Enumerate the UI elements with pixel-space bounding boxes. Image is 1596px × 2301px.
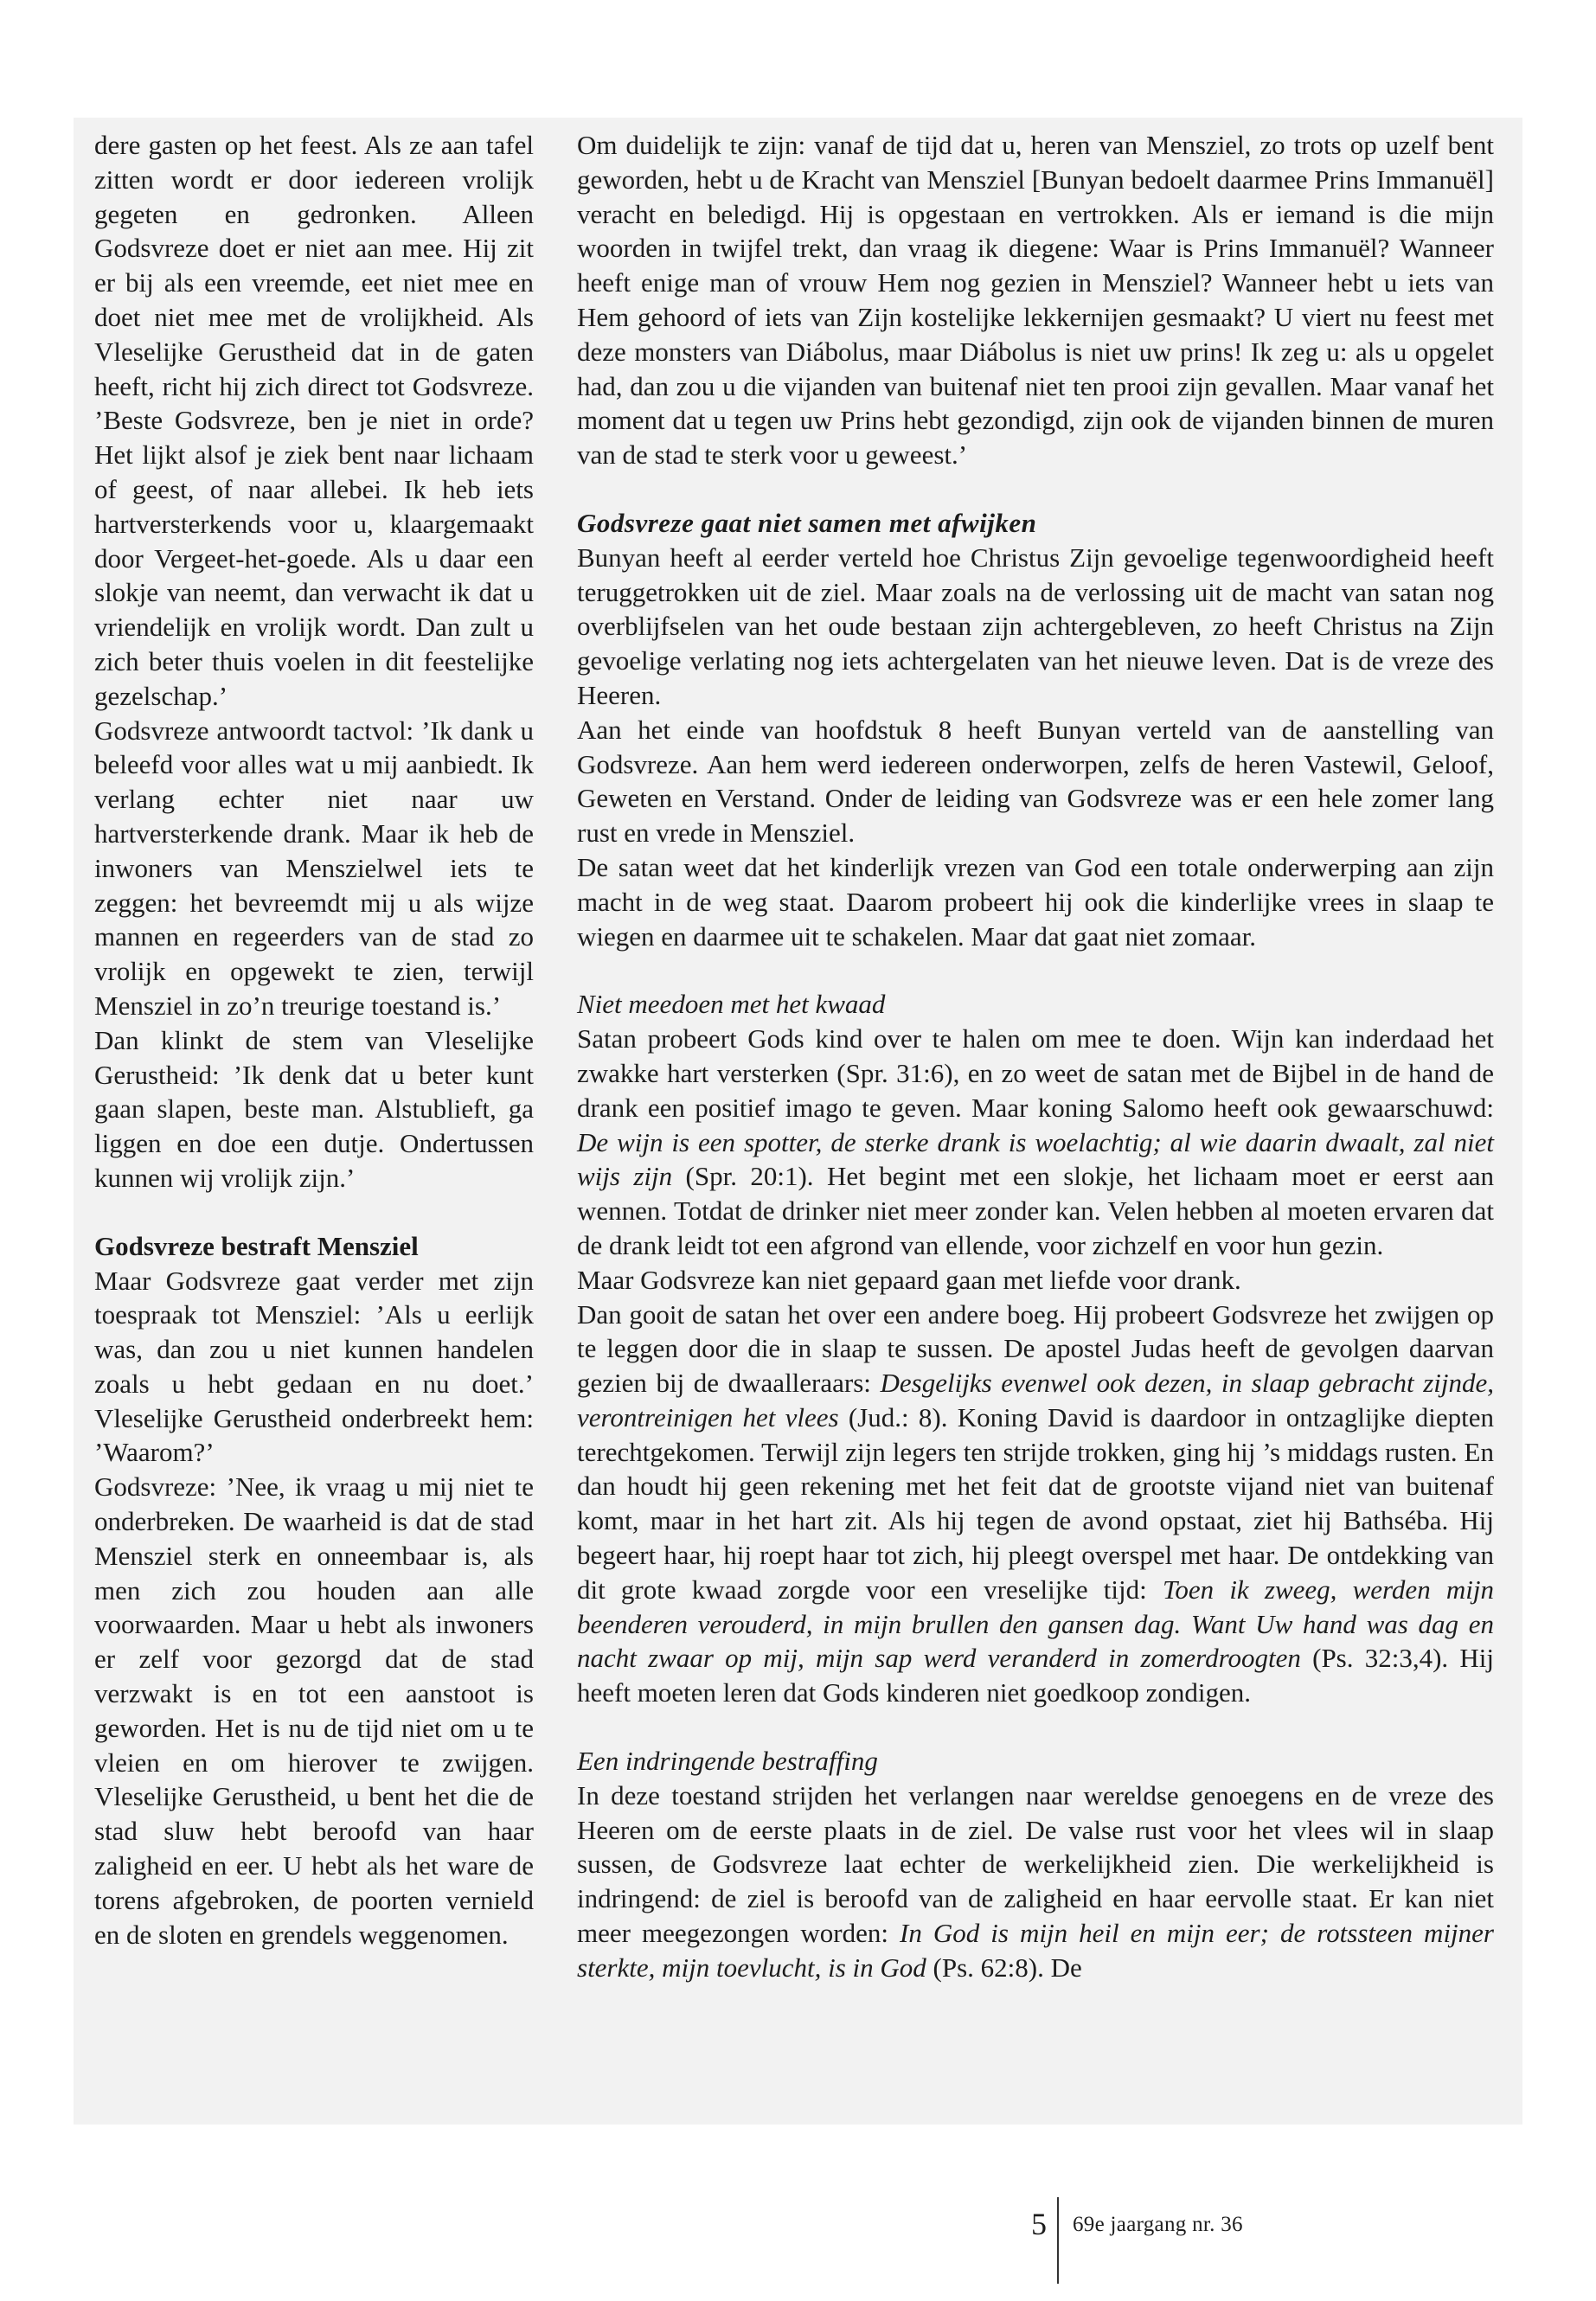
left-paragraph-2: Godsvreze antwoordt tactvol: ’Ik dank u beleefd voor alles wat u mij aanbiedt. Ik verlang echter niet naar uw hartversterkende drank. Maar ik heb de inwoners van Menszielwel iets te zeggen: het bevreemdt mij u als wijze mannen en regeerders van de stad zo vrolijk en opgewekt te zien, terwijl Mensziel in zo’n treurige toestand is.’ <box>94 715 534 1021</box>
spacer <box>577 472 1494 506</box>
text-run: (Ps. 62:8). De <box>926 1952 1082 1983</box>
right-column <box>577 128 1494 1985</box>
scripture-quote: De wijn is een spotter, de sterke drank is woelachtig; al wie daarin dwaalt, zal niet wijs zijn <box>577 1126 1494 1192</box>
scripture-quote: Desgelijks evenwel ook dezen, in slaap gebracht zijnde, verontreinigen het vlees <box>577 1368 1494 1433</box>
text-run: (Jud.: 8). Koning David is daardoor in ontzaglijke diepten terechtgekomen. Terwijl zijn legers ten strijde trokken, ging hij ’s middags rusten. En dan houdt hij geen rekening met het feit dat de grootste vijand niet van buitenaf komt, maar in het hart zit. Als hij tegen de avond opstaat, ziet hij Bathséba. Hij begeert haar, hij roept haar tot zich, hij pleegt overspel met haar. De ontdekking van dit grote kwaad zorgde voor een vreselijke tijd: <box>577 1401 1495 1605</box>
text-run: Dan gooit de satan het over een andere boeg. Hij probeert Godsvreze het zwijgen op te leggen door die in slaap te sussen. De apostel Judas heeft de gevolgen daarvan gezien bij de dwaalleraars: <box>577 1298 1494 1399</box>
section-heading-indringende-bestraffing: Een indringende bestraffing <box>577 1746 878 1777</box>
right-paragraph-7 <box>577 1298 1494 1711</box>
page-number: 5 <box>1031 2207 1047 2241</box>
left-column <box>94 128 534 1952</box>
scripture-quote: In God is mijn heil en mijn eer; de rotssteen mijner sterkte, mijn toevlucht, is in God <box>577 1918 1494 1983</box>
right-paragraph-6: Maar Godsvreze kan niet gepaard gaan met liefde voor drank. <box>577 1264 1241 1295</box>
right-paragraph-4: De satan weet dat het kinderlijk vrezen van God een totale onderwerping aan zijn macht in de weg staat. Daarom probeert hij ook die kinderlijke vrees in slaap te wiegen en daarmee uit te schakelen. Maar dat gaat niet zomaar. <box>577 851 1494 952</box>
left-paragraph-1: dere gasten op het feest. Als ze aan tafel zitten wordt er door iedereen vrolijk gegeten en gedronken. Alleen Godsvreze doet er niet aan mee. Hij zit er bij als een vreemde, eet niet mee en doet niet mee met de vrolijkheid. Als Vleselijke Gerustheid dat in de gaten heeft, richt hij zich direct tot Godsvreze. ’Beste Godsvreze, ben je niet in orde? Het lijkt alsof je ziek bent naar lichaam of geest, of naar allebei. Ik heb iets hartversterkends voor u, klaargemaakt door Vergeet-het-goede. Als u daar een slokje van neemt, dan verwacht ik dat u vriendelijk en vrolijk wordt. Dan zult u zich beter thuis voelen in dit feestelijke gezelschap.’ <box>94 130 534 711</box>
text-run: In deze toestand strijden het verlangen naar wereldse genoegens en de vreze des Heeren om de eerste plaats in de ziel. De valse rust voor het vlees wil in slaap sussen, de Godsvreze laat echter de werkelijkheid zien. Die werkelijkheid is indringend: de ziel is beroofd van de zaligheid en haar eervolle staat. Er kan niet meer meegezongen worden: <box>577 1779 1494 1949</box>
section-heading-niet-meedoen: Niet meedoen met het kwaad <box>577 989 886 1020</box>
right-paragraph-1: Om duidelijk te zijn: vanaf de tijd dat u, heren van Mensziel, zo trots op uzelf bent geworden, hebt u de Kracht van Mensziel [Bunyan bedoelt daarmee Prins Immanuël] veracht en beledigd. Hij is opgestaan en vertrokken. Als er iemand is die mijn woorden in twijfel trekt, dan vraag ik diegene: Waar is Prins Immanuël? Wanneer heeft enige man of vrouw Hem nog gezien in Mensziel? Wanneer hebt u iets van Hem gehoord of iets van Zijn kostelijke lekkernijen gesmaakt? U viert nu feest met deze monsters van Diábolus, maar Diábolus is niet uw prins! Ik zeg u: als u opgelet had, dan zou u die vijanden van buitenaf niet ten prooi zijn gevallen. Maar vanaf het moment dat u tegen uw Prins hebt gezondigd, zijn ook de vijanden binnen de muren van de stad te sterk voor u geweest.’ <box>577 130 1494 471</box>
page-footer <box>0 2197 1596 2275</box>
scripture-quote: Toen ik zweeg, werden mijn beenderen verouderd, in mijn brullen den gansen dag. Want Uw hand was dag en nacht zwaar op mij, mijn sap werd veranderd in zomerdroogten <box>577 1574 1495 1674</box>
right-paragraph-8 <box>577 1779 1494 1985</box>
section-heading-niet-samen-met-afwijken: Godsvreze gaat niet samen met afwijken <box>577 507 1037 538</box>
left-paragraph-3: Dan klinkt de stem van Vleselijke Gerustheid: ’Ik denk dat u beter kunt gaan slapen, beste man. Alstublieft, ga liggen en doe een dutje. Ondertussen kunnen wij vrolijk zijn.’ <box>94 1024 534 1193</box>
right-paragraph-5 <box>577 1022 1494 1263</box>
footer-divider <box>1057 2197 1059 2284</box>
issue-label: 69e jaargang nr. 36 <box>1073 2213 1243 2236</box>
right-paragraph-3: Aan het einde van hoofdstuk 8 heeft Bunyan verteld van de aanstelling van Godsvreze. Aan hem werd iedereen onderworpen, zelfs de heren Vastewil, Geloof, Geweten en Verstand. Onder de leiding van Godsvreze was er een hele zomer lang rust en vrede in Mensziel. <box>577 714 1494 849</box>
spacer <box>577 1710 1494 1744</box>
section-heading-godsvreze-bestraft: Godsvreze bestraft Mensziel <box>94 1230 419 1261</box>
spacer <box>94 1195 534 1229</box>
spacer <box>577 953 1494 987</box>
text-run: (Ps. 32:3,4). Hij heeft moeten leren dat Gods kinderen niet goedkoop zondigen. <box>577 1643 1494 1708</box>
text-run: (Spr. 20:1). Het begint met een slokje, het lichaam moet er eerst aan wennen. Totdat de drinker niet meer zonder kan. Velen hebben al moeten ervaren dat de drank leidt tot een afgrond van ellende, voor zichzelf en voor hun gezin. <box>577 1161 1494 1260</box>
left-paragraph-4: Maar Godsvreze gaat verder met zijn toespraak tot Mensziel: ’Als u eerlijk was, dan zou u niet kunnen handelen zoals u hebt gedaan en nu doet.’ Vleselijke Gerustheid onderbreekt hem: ’Waarom?’ <box>94 1265 534 1468</box>
right-paragraph-2: Bunyan heeft al eerder verteld hoe Christus Zijn gevoelige tegenwoordigheid heeft teruggetrokken uit de ziel. Maar zoals na de verlossing uit de macht van satan nog overblijfselen van het oude bestaan zijn achtergebleven, zo heeft Christus na Zijn gevoelige verlating nog iets achtergelaten van het nieuwe leven. Dat is de vreze des Heeren. <box>577 542 1494 710</box>
text-run: Satan probeert Gods kind over te halen om mee te doen. Wijn kan inderdaad het zwakke hart versterken (Spr. 31:6), en zo weet de satan met de Bijbel in de hand de drank een positief imago te geven. Maar koning Salomo heeft ook gewaarschuwd: <box>577 1023 1494 1123</box>
left-paragraph-5: Godsvreze: ’Nee, ik vraag u mij niet te onderbreken. De waarheid is dat de stad Mensziel sterk en onneembaar is, als men zich zou houden aan alle voorwaarden. Maar u hebt als inwoners er zelf voor gezorgd dat de stad verzwakt is en tot een aanstoot is geworden. Het is nu de tijd niet om u te vleien en om hierover te zwijgen. Vleselijke Gerustheid, u bent het die de stad sluw hebt beroofd van haar zaligheid en eer. U hebt als het ware de torens afgebroken, de poorten vernield en de sloten en grendels weggenomen. <box>94 1471 534 1950</box>
